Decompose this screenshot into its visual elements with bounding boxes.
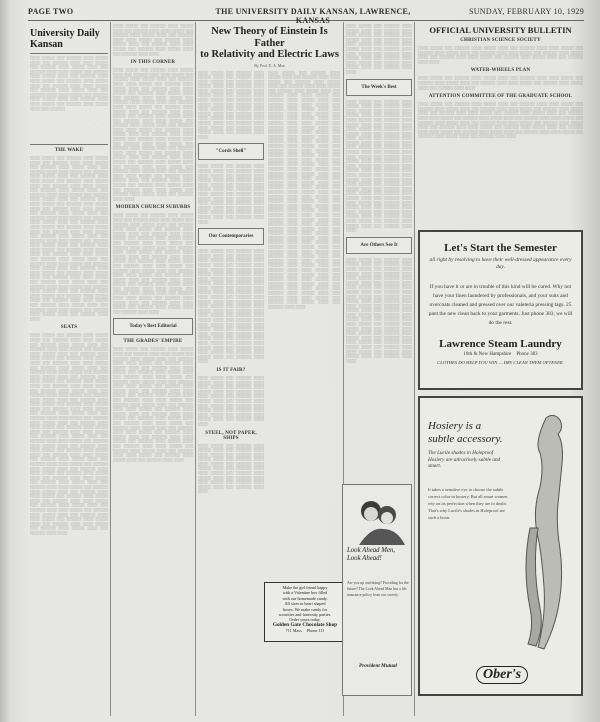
paper-title: University Daily Kansan [30, 28, 100, 50]
insurance-ad-title: Look Ahead Men, Look Ahead! [347, 547, 396, 562]
hosiery-ad-body: It takes a sensitive eye to choose the subtle correct color in hosiery. But all smart women rely on its perfection when they are in doubt. That's why Lucile's shades in Holeproof are such a boon. [428, 487, 508, 520]
editorial-box-title: Today's Best Editorial [129, 324, 177, 330]
weeks-best-box [346, 79, 412, 96]
contemporaries-title: Our Contemporaries [208, 234, 254, 240]
paper-header: THE UNIVERSITY DAILY KANSAN, LAWRENCE, KANSAS [215, 7, 411, 25]
laundry-ad-body: If you have it or are in trouble of this kind will be cured. Why not have your linen laundered by professionals, and your suits and overcoats cleaned and pressed over our valeteria pressing tags. 25 pant the new clean back to your garments. Just phone 383, we will do the rest. [428, 284, 573, 326]
insurance-ad-body: Are you up and doing? Providing for the future? The Look Ahead Man has a life insurance policy from our society. [347, 581, 409, 597]
others-see-title: Are Others See It [360, 242, 398, 248]
obers-logo: Ober's [476, 666, 528, 684]
article-text: ░░░░ ░░░░░ ░░░ ░░░░░░ ░░░░ ░░░░░ ░░░░ ░░░ ░░░░░░ ░░░░ ░░░░ ░░░░░ ░░░ ░░░░░░ ░░░░ ░░░░░ ░░░░ ░░░ ░░░░░░ ░░░░ ░░░░ ░░░░░ ░░░ ░░░░░░ ░░░░ ░░░░░ ░░░░ ░░░ ░░░░░░ ░░░░ ░░░░ ░░░░░ ░░░ ░░░░░░ ░░░░ ░░░░░ ░░░░ ░░░ ░░░░░░ ░░░░ ░░░░ ░░░░░ ░░░ ░░░░░░ ░░░░ ░░░░░ ░░░░ ░░░ ░░░░░░ ░░░░ ░░░░ ░░░░░ ░░░ ░░░░░░ ░░░░ ░░░░░ ░░░░ ░░░ ░░░░░░ ░░░░ ░░░░ ░░░░░ ░░░ ░░░░░░ ░░░░ ░░░░░ ░░░░ ░░░ ░░░░░░ ░░░░ ░░░░ ░░░░░ ░░░ ░░░░░░ ░░░░ ░░░░░ ░░░░ ░░░ ░░░░░░ ░░░░ ░░░░ ░░░░░ ░░░ ░░░░░░ ░░░░ ░░░░░ ░░░░ ░░░ ░░░░░░ ░░░░ ░░░░ ░░░░░ ░░░ ░░░░░░ ░░░░ ░░░░░ ░░░░ ░░░ ░░░░░░ ░░░░ ░░░░ ░░░░░ ░░░ ░░░░░░ ░░░░ ░░░░░ ░░░░ ░░░ ░░░░░░ ░░░░ ░░░░ ░░░░░ ░░░ ░░░░░░ ░░░░ ░░░░░ ░░░░ ░░░ ░░░░░░ ░░░░ ░░░░ ░░░░░ ░░░ ░░░░░░ ░░░░ ░░░░░ ░░░░ ░░░ ░░░░░░ ░░░░ ░░░░ ░░░░░ ░░░ ░░░░░░ ░░░░ ░░░░░ ░░░░ ░░░ ░░░░░░ ░░░░ ░░░░ ░░░░░ ░░░ ░░░░░░ ░░░░ ░░░░░ ░░░░ ░░░ ░░░░░░ ░░░░ ░░░░ ░░░░░ ░░░ ░░░░░░ ░░░░ ░░░░░ ░░░░ ░░░ ░░░░░░ ░░░░ ░░░░ ░░░░░ ░░░ ░░░░░░ ░░░░ ░░░░░ ░░░░ ░░░ ░░░░░░ ░░░░ ░░░░ ░░░░░ ░░░ ░░░░░░ ░░░░ ░░░░░ ░░░░ ░░░ ░░░░░░ ░░░░ ░░░░ ░░░░░ ░░░ ░░░░░░ ░░░░ ░░░░░ ░░░░ ░░░ ░░░░░░ ░░░░ ░░░░ ░░░░░ ░░░ ░░░░░░ ░░░░ ░░░░░ ░░░░ ░░░ ░░░░░░ ░░░░ ░░░░ ░░░░░ ░░░ ░░░░░░ ░░░░ ░░░░░ ░░░░ ░░░ ░░░░░░ ░░░░ ░░░░ [30, 156, 108, 321]
bulletin-subhead-3: ATTENTION COMMITTEE OF THE GRADUATE SCHOOL [428, 94, 573, 100]
laundry-ad-motto: CLOTHES DO HELP YOU WIN — DRY CLEAN THEM OFTENER. [437, 360, 564, 365]
section-head-church: MODERN CHURCH SUBURBS [115, 205, 191, 211]
cords-shell-title: "Cords Shell" [215, 149, 247, 155]
column-1 [30, 24, 108, 714]
column-rule [414, 22, 415, 716]
cords-shell-box [198, 143, 264, 160]
chocolate-ad-contact [267, 628, 343, 633]
date-header: SUNDAY, FEBRUARY 10, 1929 [468, 7, 584, 16]
hosiery-illustration [518, 408, 578, 658]
article-text: ░░░░ ░░░░░ ░░░ ░░░░░░ ░░░░ ░░░░░ ░░░░ ░░░ ░░░░░░ ░░░░ ░░░░ ░░░░░ ░░░ ░░░░░░ ░░░░ ░░░░░ ░░░░ ░░░ ░░░░░░ ░░░░ ░░░░ ░░░░░ ░░░ ░░░░░░ ░░░░ ░░░░░ ░░░░ ░░░ ░░░░░░ ░░░░ ░░░░ ░░░░░ ░░░ ░░░░░░ ░░░░ ░░░░░ ░░░░ ░░░ ░░░░░░ ░░░░ ░░░░ [113, 24, 193, 56]
chocolate-ad-phone: Phone 111 [306, 628, 325, 634]
laundry-ad-tagline: all right by resolving to have their well-dressed appearance every day. [429, 257, 572, 270]
byline: By Prof. E. A. Mur [254, 62, 285, 68]
article-text: ░░░░ ░░░░░ ░░░ ░░░░░░ ░░░░ ░░░░░ ░░░░ ░░░ ░░░░░░ ░░░░ ░░░░ ░░░░░ ░░░ ░░░░░░ ░░░░ ░░░░░ ░░░░ ░░░ ░░░░░░ ░░░░ ░░░░ ░░░░░ ░░░ ░░░░░░ ░░░░ ░░░░░ ░░░░ ░░░ ░░░░░░ ░░░░ ░░░░ ░░░░░ ░░░ ░░░░░░ ░░░░ ░░░░░ ░░░░ ░░░ ░░░░░░ ░░░░ ░░░░ ░░░░░ ░░░ ░░░░░░ ░░░░ ░░░░░ ░░░░ ░░░ ░░░░░░ ░░░░ ░░░░ ░░░░░ ░░░ ░░░░░░ ░░░░ ░░░░░ ░░░░ ░░░ ░░░░░░ ░░░░ ░░░░ ░░░░░ ░░░ ░░░░░░ ░░░░ ░░░░░ ░░░░ ░░░ ░░░░░░ ░░░░ ░░░░ ░░░░░ ░░░ ░░░░░░ ░░░░ ░░░░░ ░░░░ ░░░ ░░░░░░ ░░░░ ░░░░ ░░░░░ ░░░ ░░░░░░ ░░░░ ░░░░░ ░░░░ ░░░ ░░░░░░ ░░░░ ░░░░ ░░░░░ ░░░ ░░░░░░ ░░░░ ░░░░░ ░░░░ ░░░ ░░░░░░ ░░░░ ░░░░ ░░░░░ ░░░ ░░░░░░ ░░░░ ░░░░░ ░░░░ ░░░ ░░░░░░ ░░░░ ░░░░ ░░░░░ ░░░ ░░░░░░ ░░░░ ░░░░░ ░░░░ ░░░ ░░░░░░ ░░░░ ░░░░ ░░░░░ ░░░ ░░░░░░ ░░░░ ░░░░░ ░░░░ ░░░ ░░░░░░ ░░░░ ░░░░ ░░░░░ ░░░ ░░░░░░ ░░░░ ░░░░░ ░░░░ ░░░ ░░░░░░ ░░░░ ░░░░ ░░░░░ ░░░ ░░░░░░ ░░░░ ░░░░░ ░░░░ ░░░ ░░░░░░ ░░░░ ░░░░ [113, 347, 193, 462]
headline-einstein [198, 26, 341, 61]
chocolate-ad-line-1: Make the girl friend happy [282, 585, 328, 590]
article-text: ░░░░ ░░░░░ ░░░ ░░░░░░ ░░░░ ░░░░░ ░░░░ ░░░ ░░░░░░ ░░░░ ░░░░ ░░░░░ ░░░ ░░░░░░ ░░░░ ░░░░░ ░░░░ ░░░ ░░░░░░ ░░░░ ░░░░ ░░░░░ ░░░ ░░░░░░ ░░░░ ░░░░░ ░░░░ ░░░ ░░░░░░ ░░░░ ░░░░ [418, 76, 583, 90]
chocolate-ad-line-7: Order yours today. [289, 617, 321, 623]
insurance-ad [342, 484, 412, 696]
chocolate-ad-line-3: with our homemade candy. [282, 595, 328, 601]
bulletin-title: OFFICIAL UNIVERSITY BULLETIN [429, 25, 572, 35]
article-text: ░░░░ ░░░░░ ░░░ ░░░░░░ ░░░░ ░░░░░ ░░░░ ░░░ ░░░░░░ ░░░░ ░░░░ ░░░░░ ░░░ ░░░░░░ ░░░░ ░░░░░ ░░░░ ░░░ ░░░░░░ ░░░░ ░░░░ ░░░░░ ░░░ ░░░░░░ ░░░░ ░░░░░ ░░░░ ░░░ ░░░░░░ ░░░░ ░░░░ ░░░░░ ░░░ ░░░░░░ ░░░░ ░░░░░ ░░░░ ░░░ ░░░░░░ ░░░░ ░░░░ ░░░░░ ░░░ ░░░░░░ ░░░░ ░░░░░ ░░░░ ░░░ ░░░░░░ ░░░░ ░░░░ ░░░░░ ░░░ ░░░░░░ ░░░░ ░░░░░ ░░░░ ░░░ ░░░░░░ ░░░░ ░░░░ ░░░░░ ░░░ ░░░░░░ ░░░░ ░░░░░ ░░░░ ░░░ ░░░░░░ ░░░░ ░░░░ ░░░░░ ░░░ ░░░░░░ ░░░░ ░░░░░ ░░░░ ░░░ ░░░░░░ ░░░░ ░░░░ ░░░░░ ░░░ ░░░░░░ ░░░░ ░░░░░ ░░░░ ░░░ ░░░░░░ ░░░░ ░░░░ ░░░░░ ░░░ ░░░░░░ ░░░░ ░░░░░ ░░░░ ░░░ ░░░░░░ ░░░░ ░░░░ ░░░░░ ░░░ ░░░░░░ ░░░░ ░░░░░ ░░░░ ░░░ ░░░░░░ ░░░░ ░░░░ ░░░░░ ░░░ ░░░░░░ ░░░░ ░░░░░ ░░░░ ░░░ ░░░░░░ ░░░░ ░░░░ ░░░░░ ░░░ ░░░░░░ ░░░░ ░░░░░ ░░░░ ░░░ ░░░░░░ ░░░░ ░░░░ [113, 213, 193, 314]
headline-line-2: to Relativity and Electric Laws [200, 49, 339, 60]
section-head-grades: THE GRADES' EMPIRE [123, 339, 183, 345]
chocolate-ad-line-5: boxes. We make candy for [282, 606, 328, 612]
chocolate-ad-address: 711 Mass. [285, 628, 303, 634]
bulletin-subhead-1: CHRISTIAN SCIENCE SOCIETY [460, 38, 541, 43]
chocolate-ad-name: Golden Gate Chocolate Shop [272, 621, 338, 628]
hosiery-ad-subtitle: The Lucile shades in Holeproof Hosiery are attractively subtle and smart. [428, 450, 501, 470]
einstein-body [198, 71, 341, 499]
section-head-seats: SEATS [60, 325, 78, 331]
article-text: ░░░░ ░░░░░ ░░░ ░░░░░░ ░░░░ ░░░░░ ░░░░ ░░░ ░░░░░░ ░░░░ ░░░░ ░░░░░ ░░░ ░░░░░░ ░░░░ ░░░░░ ░░░░ ░░░ ░░░░░░ ░░░░ ░░░░ ░░░░░ ░░░ ░░░░░░ ░░░░ ░░░░░ ░░░░ ░░░ ░░░░░░ ░░░░ ░░░░ ░░░░░ ░░░ ░░░░░░ ░░░░ ░░░░░ ░░░░ ░░░ ░░░░░░ ░░░░ ░░░░ ░░░░░ ░░░ ░░░░░░ ░░░░ ░░░░░ ░░░░ ░░░ ░░░░░░ ░░░░ ░░░░ ░░░░░ ░░░ ░░░░░░ ░░░░ ░░░░░ ░░░░ ░░░ ░░░░░░ ░░░░ ░░░░ ░░░░░ ░░░ ░░░░░░ ░░░░ ░░░░░ ░░░░ ░░░ ░░░░░░ ░░░░ ░░░░ [198, 70, 264, 139]
couple-illustration [351, 489, 407, 545]
contemporaries-box [198, 228, 264, 245]
others-see-box [346, 237, 412, 254]
weeks-best-title: The Week's Best [361, 84, 397, 90]
article-text: ░░░░ ░░░░░ ░░░ ░░░░░░ ░░░░ ░░░░░ ░░░░ ░░░ ░░░░░░ ░░░░ ░░░░ ░░░░░ ░░░ ░░░░░░ ░░░░ ░░░░░ ░░░░ ░░░ ░░░░░░ ░░░░ ░░░░ ░░░░░ ░░░ ░░░░░░ ░░░░ ░░░░░ ░░░░ ░░░ ░░░░░░ ░░░░ ░░░░ ░░░░░ ░░░ ░░░░░░ ░░░░ ░░░░░ ░░░░ ░░░ ░░░░░░ ░░░░ ░░░░ ░░░░░ ░░░ ░░░░░░ ░░░░ ░░░░░ ░░░░ ░░░ ░░░░░░ ░░░░ ░░░░ ░░░░░ ░░░ ░░░░░░ ░░░░ ░░░░░ ░░░░ ░░░ ░░░░░░ ░░░░ ░░░░ ░░░░░ ░░░ ░░░░░░ ░░░░ ░░░░░ ░░░░ ░░░ ░░░░░░ ░░░░ ░░░░ ░░░░░ ░░░ ░░░░░░ ░░░░ ░░░░░ ░░░░ ░░░ ░░░░░░ ░░░░ ░░░░ ░░░░░ ░░░ ░░░░░░ ░░░░ ░░░░░ ░░░░ ░░░ ░░░░░░ ░░░░ ░░░░ ░░░░░ ░░░ ░░░░░░ ░░░░ ░░░░░ ░░░░ ░░░ ░░░░░░ ░░░░ ░░░░ ░░░░░ ░░░ ░░░░░░ ░░░░ ░░░░░ ░░░░ ░░░ ░░░░░░ ░░░░ ░░░░ [346, 257, 412, 363]
laundry-ad [418, 230, 583, 390]
page-number: PAGE TWO [28, 7, 74, 16]
laundry-ad-title: Let's Start the Semester [444, 242, 557, 254]
chocolate-shop-ad [264, 582, 346, 642]
article-text: ░░░░ ░░░░░ ░░░ ░░░░░░ ░░░░ ░░░░░ ░░░░ ░░░ ░░░░░░ ░░░░ ░░░░ ░░░░░ ░░░ ░░░░░░ ░░░░ ░░░░░ ░░░░ ░░░ ░░░░░░ ░░░░ ░░░░ ░░░░░ ░░░ ░░░░░░ ░░░░ ░░░░░ ░░░░ ░░░ ░░░░░░ ░░░░ ░░░░ ░░░░░ ░░░ ░░░░░░ ░░░░ ░░░░░ ░░░░ ░░░ ░░░░░░ ░░░░ ░░░░ ░░░░░ ░░░ ░░░░░░ ░░░░ ░░░░░ ░░░░ ░░░ ░░░░░░ ░░░░ ░░░░ ░░░░░ ░░░ ░░░░░░ ░░░░ ░░░░░ ░░░░ ░░░ ░░░░░░ ░░░░ ░░░░ ░░░░░ ░░░ ░░░░░░ ░░░░ ░░░░░ ░░░░ ░░░ ░░░░░░ ░░░░ ░░░░ ░░░░░ ░░░ ░░░░░░ ░░░░ ░░░░░ ░░░░ ░░░ ░░░░░░ ░░░░ ░░░░ ░░░░░ ░░░ ░░░░░░ ░░░░ ░░░░░ ░░░░ ░░░ ░░░░░░ ░░░░ ░░░░ ░░░░░ ░░░ ░░░░░░ ░░░░ ░░░░░ ░░░░ ░░░ ░░░░░░ ░░░░ ░░░░ ░░░░░ ░░░ ░░░░░░ ░░░░ ░░░░░ ░░░░ ░░░ ░░░░░░ ░░░░ ░░░░ ░░░░░ ░░░ ░░░░░░ ░░░░ ░░░░░ ░░░░ ░░░ ░░░░░░ ░░░░ ░░░░ ░░░░░ ░░░ ░░░░░░ ░░░░ ░░░░░ ░░░░ ░░░ ░░░░░░ ░░░░ ░░░░ ░░░░░ ░░░ ░░░░░░ ░░░░ ░░░░░ ░░░░ ░░░ ░░░░░░ ░░░░ ░░░░ ░░░░░ ░░░ ░░░░░░ ░░░░ ░░░░░ ░░░░ ░░░ ░░░░░░ ░░░░ ░░░░ ░░░░░ ░░░ ░░░░░░ ░░░░ ░░░░░ ░░░░ ░░░ ░░░░░░ ░░░░ ░░░░ ░░░░░ ░░░ ░░░░░░ ░░░░ ░░░░░ ░░░░ ░░░ ░░░░░░ ░░░░ ░░░░ ░░░░░ ░░░ ░░░░░░ ░░░░ ░░░░░ ░░░░ ░░░ ░░░░░░ ░░░░ ░░░░ ░░░░░ ░░░ ░░░░░░ ░░░░ ░░░░░ ░░░░ ░░░ ░░░░░░ ░░░░ ░░░░ ░░░░░ ░░░ ░░░░░░ ░░░░ ░░░░░ ░░░░ ░░░ ░░░░░░ ░░░░ ░░░░ ░░░░░ ░░░ ░░░░░░ ░░░░ ░░░░░ ░░░░ ░░░ ░░░░░░ ░░░░ ░░░░ ░░░░░ ░░░ ░░░░░░ ░░░░ ░░░░░ ░░░░ ░░░ ░░░░░░ ░░░░ ░░░░ ░░░░░ ░░░ ░░░░░░ ░░░░ ░░░░░ ░░░░ ░░░ ░░░░░░ ░░░░ ░░░░ ░░░░░ ░░░ ░░░░░░ ░░░░ ░░░░░ ░░░░ ░░░ ░░░░░░ ░░░░ ░░░░ ░░░░░ ░░░ ░░░░░░ ░░░░ ░░░░░ ░░░░ ░░░ ░░░░░░ ░░░░ ░░░░ ░░░░░ ░░░ ░░░░░░ ░░░░ ░░░░░ ░░░░ ░░░ ░░░░░░ ░░░░ ░░░░ [268, 70, 340, 309]
masthead [28, 4, 584, 25]
staff-box: ░░░░ ░░░░░ ░░░ ░░░░░░ ░░░░ ░░░░░ ░░░░ ░░░ ░░░░░░ ░░░░ ░░░░ ░░░░░ ░░░ ░░░░░░ ░░░░ ░░░░░ ░░░░ ░░░ ░░░░░░ ░░░░ ░░░░ ░░░░░ ░░░ ░░░░░░ ░░░░ ░░░░░ ░░░░ ░░░ ░░░░░░ ░░░░ ░░░░ ░░░░░ ░░░ ░░░░░░ ░░░░ ░░░░░ ░░░░ ░░░ ░░░░░░ ░░░░ ░░░░ ░░░░░ ░░░ ░░░░░░ ░░░░ ░░░░░ ░░░░ ░░░ ░░░░░░ ░░░░ ░░░░ ░░░░░ ░░░ ░░░░░░ ░░░░ ░░░░░ ░░░░ ░░░ ░░░░░░ ░░░░ ░░░░ ░░░░░ ░░░ ░░░░░░ ░░░░ ░░░░░ ░░░░ ░░░ ░░░░░░ [30, 53, 108, 145]
hosiery-ad [418, 396, 583, 696]
section-head-steel: STEEL, NOT PAPER, SHIPS [205, 430, 257, 441]
column-2 [113, 24, 193, 714]
article-text: ░░░░ ░░░░░ ░░░ ░░░░░░ ░░░░ ░░░░░ ░░░░ ░░░ ░░░░░░ ░░░░ ░░░░ ░░░░░ ░░░ ░░░░░░ ░░░░ ░░░░░ ░░░░ ░░░ ░░░░░░ ░░░░ ░░░░ ░░░░░ ░░░ ░░░░░░ ░░░░ ░░░░░ ░░░░ ░░░ ░░░░░░ ░░░░ ░░░░ ░░░░░ ░░░ ░░░░░░ ░░░░ ░░░░░ ░░░░ ░░░ ░░░░░░ ░░░░ ░░░░ ░░░░░ ░░░ ░░░░░░ ░░░░ ░░░░░ ░░░░ ░░░ ░░░░░░ ░░░░ ░░░░ ░░░░░ ░░░ ░░░░░░ ░░░░ ░░░░░ ░░░░ ░░░ ░░░░░░ ░░░░ ░░░░ ░░░░░ ░░░ ░░░░░░ ░░░░ ░░░░░ ░░░░ ░░░ ░░░░░░ ░░░░ ░░░░ ░░░░░ ░░░ ░░░░░░ ░░░░ ░░░░░ ░░░░ ░░░ ░░░░░░ ░░░░ ░░░░ ░░░░░ ░░░ ░░░░░░ ░░░░ ░░░░░ ░░░░ ░░░ ░░░░░░ ░░░░ ░░░░ ░░░░░ ░░░ ░░░░░░ ░░░░ ░░░░░ ░░░░ ░░░ ░░░░░░ ░░░░ ░░░░ ░░░░░ ░░░ ░░░░░░ ░░░░ ░░░░░ ░░░░ ░░░ ░░░░░░ ░░░░ ░░░░ ░░░░░ ░░░ ░░░░░░ ░░░░ ░░░░░ ░░░░ ░░░ ░░░░░░ ░░░░ ░░░░ ░░░░░ ░░░ ░░░░░░ ░░░░ ░░░░░ ░░░░ ░░░ ░░░░░░ ░░░░ ░░░░ ░░░░░ ░░░ ░░░░░░ ░░░░ ░░░░░ ░░░░ ░░░ ░░░░░░ ░░░░ ░░░░ ░░░░░ ░░░ ░░░░░░ ░░░░ ░░░░░ ░░░░ ░░░ ░░░░░░ ░░░░ ░░░░ ░░░░░ ░░░ ░░░░░░ ░░░░ ░░░░░ ░░░░ ░░░ ░░░░░░ ░░░░ ░░░░ ░░░░░ ░░░ ░░░░░░ ░░░░ ░░░░░ ░░░░ ░░░ ░░░░░░ ░░░░ ░░░░ [113, 68, 193, 201]
insurance-ad-company: Provident Mutual [359, 663, 397, 669]
column-rule [110, 22, 111, 716]
article-text: ░░░░ ░░░░░ ░░░ ░░░░░░ ░░░░ ░░░░░ ░░░░ ░░░ ░░░░░░ ░░░░ ░░░░ ░░░░░ ░░░ ░░░░░░ ░░░░ ░░░░░ ░░░░ ░░░ ░░░░░░ ░░░░ ░░░░ ░░░░░ ░░░ ░░░░░░ ░░░░ ░░░░░ ░░░░ ░░░ ░░░░░░ ░░░░ ░░░░ ░░░░░ ░░░ ░░░░░░ ░░░░ ░░░░░ ░░░░ ░░░ ░░░░░░ ░░░░ ░░░░ ░░░░░ ░░░ ░░░░░░ ░░░░ ░░░░░ ░░░░ ░░░ ░░░░░░ ░░░░ ░░░░ ░░░░░ ░░░ ░░░░░░ ░░░░ ░░░░░ ░░░░ ░░░ ░░░░░░ ░░░░ ░░░░ ░░░░░ ░░░ ░░░░░░ ░░░░ ░░░░░ ░░░░ ░░░ ░░░░░░ ░░░░ ░░░░ ░░░░░ ░░░ ░░░░░░ ░░░░ ░░░░░ ░░░░ ░░░ ░░░░░░ ░░░░ ░░░░ ░░░░░ ░░░ ░░░░░░ ░░░░ ░░░░░ ░░░░ ░░░ ░░░░░░ ░░░░ ░░░░ ░░░░░ ░░░ ░░░░░░ ░░░░ ░░░░░ ░░░░ ░░░ ░░░░░░ ░░░░ ░░░░ ░░░░░ ░░░ ░░░░░░ ░░░░ ░░░░░ ░░░░ ░░░ ░░░░░░ ░░░░ ░░░░ ░░░░░ ░░░ ░░░░░░ ░░░░ ░░░░░ ░░░░ ░░░ ░░░░░░ ░░░░ ░░░░ ░░░░░ ░░░ ░░░░░░ ░░░░ ░░░░░ ░░░░ ░░░ ░░░░░░ ░░░░ ░░░░ ░░░░░ ░░░ ░░░░░░ ░░░░ ░░░░░ ░░░░ ░░░ ░░░░░░ ░░░░ ░░░░ [346, 99, 412, 233]
chocolate-ad-line-6: sororities and fraternity parties. [278, 612, 332, 618]
chocolate-ad-line-4: All sizes in heart shaped [284, 601, 326, 607]
article-text: ░░░░ ░░░░░ ░░░ ░░░░░░ ░░░░ ░░░░░ ░░░░ ░░░ ░░░░░░ ░░░░ ░░░░ ░░░░░ ░░░ ░░░░░░ ░░░░ ░░░░░ ░░░░ ░░░ ░░░░░░ ░░░░ ░░░░ ░░░░░ ░░░ ░░░░░░ ░░░░ ░░░░░ ░░░░ ░░░ ░░░░░░ ░░░░ ░░░░ ░░░░░ ░░░ ░░░░░░ ░░░░ ░░░░░ ░░░░ ░░░ ░░░░░░ ░░░░ ░░░░ ░░░░░ ░░░ ░░░░░░ ░░░░ ░░░░░ ░░░░ ░░░ ░░░░░░ ░░░░ ░░░░ ░░░░░ ░░░ ░░░░░░ ░░░░ ░░░░░ ░░░░ ░░░ ░░░░░░ ░░░░ ░░░░ [198, 164, 264, 224]
bulletin-column [418, 24, 583, 228]
section-head-wake: THE WAKE [54, 148, 84, 153]
article-text: ░░░░ ░░░░░ ░░░ ░░░░░░ ░░░░ ░░░░░ ░░░░ ░░░ ░░░░░░ ░░░░ ░░░░ ░░░░░ ░░░ ░░░░░░ ░░░░ ░░░░░ ░░░░ ░░░ ░░░░░░ ░░░░ ░░░░ ░░░░░ ░░░ ░░░░░░ ░░░░ ░░░░░ ░░░░ ░░░ ░░░░░░ ░░░░ ░░░░ ░░░░░ ░░░ ░░░░░░ ░░░░ ░░░░░ ░░░░ ░░░ ░░░░░░ ░░░░ ░░░░ [418, 46, 583, 64]
article-text: ░░░░ ░░░░░ ░░░ ░░░░░░ ░░░░ ░░░░░ ░░░░ ░░░ ░░░░░░ ░░░░ ░░░░ ░░░░░ ░░░ ░░░░░░ ░░░░ ░░░░░ ░░░░ ░░░ ░░░░░░ ░░░░ ░░░░ ░░░░░ ░░░ ░░░░░░ ░░░░ ░░░░░ ░░░░ ░░░ ░░░░░░ ░░░░ ░░░░ ░░░░░ ░░░ ░░░░░░ ░░░░ ░░░░░ ░░░░ ░░░ ░░░░░░ ░░░░ ░░░░ ░░░░░ ░░░ ░░░░░░ ░░░░ ░░░░░ ░░░░ ░░░ ░░░░░░ ░░░░ ░░░░ [198, 375, 264, 426]
headline-line-1: New Theory of Einstein Is Father [211, 26, 328, 49]
laundry-ad-address: 10th & New Hampshire [463, 352, 512, 357]
hosiery-ad-title: Hosiery is a subtle accessory. [428, 420, 503, 445]
section-head-corner: IN THIS CORNER [130, 60, 176, 66]
article-text: ░░░░ ░░░░░ ░░░ ░░░░░░ ░░░░ ░░░░░ ░░░░ ░░░ ░░░░░░ ░░░░ ░░░░ ░░░░░ ░░░ ░░░░░░ ░░░░ ░░░░░ ░░░░ ░░░ ░░░░░░ ░░░░ ░░░░ ░░░░░ ░░░ ░░░░░░ ░░░░ ░░░░░ ░░░░ ░░░ ░░░░░░ ░░░░ ░░░░ ░░░░░ ░░░ ░░░░░░ ░░░░ ░░░░░ ░░░░ ░░░ ░░░░░░ ░░░░ ░░░░ ░░░░░ ░░░ ░░░░░░ ░░░░ ░░░░░ ░░░░ ░░░ ░░░░░░ ░░░░ ░░░░ ░░░░░ ░░░ ░░░░░░ ░░░░ ░░░░░ ░░░░ ░░░ ░░░░░░ ░░░░ ░░░░ ░░░░░ ░░░ ░░░░░░ ░░░░ ░░░░░ ░░░░ ░░░ ░░░░░░ ░░░░ ░░░░ ░░░░░ ░░░ ░░░░░░ ░░░░ ░░░░░ ░░░░ ░░░ ░░░░░░ ░░░░ ░░░░ ░░░░░ ░░░ ░░░░░░ ░░░░ ░░░░░ ░░░░ ░░░ ░░░░░░ ░░░░ ░░░░ ░░░░░ ░░░ ░░░░░░ ░░░░ ░░░░░ ░░░░ ░░░ ░░░░░░ ░░░░ ░░░░ ░░░░░ ░░░ ░░░░░░ ░░░░ ░░░░░ ░░░░ ░░░ ░░░░░░ ░░░░ ░░░░ ░░░░░ ░░░ ░░░░░░ ░░░░ ░░░░░ ░░░░ ░░░ ░░░░░░ ░░░░ ░░░░ ░░░░░ ░░░ ░░░░░░ ░░░░ ░░░░░ ░░░░ ░░░ ░░░░░░ ░░░░ ░░░░ ░░░░░ ░░░ ░░░░░░ ░░░░ ░░░░░ ░░░░ ░░░ ░░░░░░ ░░░░ ░░░░ ░░░░░ ░░░ ░░░░░░ ░░░░ ░░░░░ ░░░░ ░░░ ░░░░░░ ░░░░ ░░░░ ░░░░░ ░░░ ░░░░░░ ░░░░ ░░░░░ ░░░░ ░░░ ░░░░░░ ░░░░ ░░░░ ░░░░░ ░░░ ░░░░░░ ░░░░ ░░░░░ ░░░░ ░░░ ░░░░░░ ░░░░ ░░░░ ░░░░░ ░░░ ░░░░░░ ░░░░ ░░░░░ ░░░░ ░░░ ░░░░░░ ░░░░ ░░░░ ░░░░░ ░░░ ░░░░░░ ░░░░ ░░░░░ ░░░░ ░░░ ░░░░░░ ░░░░ ░░░░ ░░░░░ ░░░ ░░░░░░ ░░░░ ░░░░░ ░░░░ ░░░ ░░░░░░ ░░░░ ░░░░ ░░░░░ ░░░ ░░░░░░ ░░░░ ░░░░░ ░░░░ ░░░ ░░░░░░ ░░░░ ░░░░ ░░░░░ ░░░ ░░░░░░ ░░░░ ░░░░░ ░░░░ ░░░ ░░░░░░ ░░░░ ░░░░ ░░░░░ ░░░ ░░░░░░ ░░░░ ░░░░░ ░░░░ ░░░ ░░░░░░ ░░░░ ░░░░ ░░░░░ ░░░ ░░░░░░ ░░░░ ░░░░░ ░░░░ ░░░ ░░░░░░ ░░░░ ░░░░ ░░░░░ ░░░ ░░░░░░ ░░░░ ░░░░░ ░░░░ ░░░ ░░░░░░ ░░░░ ░░░░ ░░░░░ ░░░ ░░░░░░ ░░░░ ░░░░░ ░░░░ ░░░ ░░░░░░ ░░░░ ░░░░ [30, 333, 108, 535]
article-text: ░░░░ ░░░░░ ░░░ ░░░░░░ ░░░░ ░░░░░ ░░░░ ░░░ ░░░░░░ ░░░░ ░░░░ ░░░░░ ░░░ ░░░░░░ ░░░░ ░░░░░ ░░░░ ░░░ ░░░░░░ ░░░░ ░░░░ ░░░░░ ░░░ ░░░░░░ ░░░░ ░░░░░ ░░░░ ░░░ ░░░░░░ ░░░░ ░░░░ ░░░░░ ░░░ ░░░░░░ ░░░░ ░░░░░ ░░░░ ░░░ ░░░░░░ ░░░░ ░░░░ ░░░░░ ░░░ ░░░░░░ ░░░░ ░░░░░ ░░░░ ░░░ ░░░░░░ ░░░░ ░░░░ ░░░░░ ░░░ ░░░░░░ ░░░░ ░░░░░ ░░░░ ░░░ ░░░░░░ ░░░░ ░░░░ ░░░░░ ░░░ ░░░░░░ ░░░░ ░░░░░ ░░░░ ░░░ ░░░░░░ ░░░░ ░░░░ ░░░░░ ░░░ ░░░░░░ ░░░░ ░░░░░ ░░░░ ░░░ ░░░░░░ ░░░░ ░░░░ ░░░░░ ░░░ ░░░░░░ ░░░░ ░░░░░ ░░░░ ░░░ ░░░░░░ ░░░░ ░░░░ ░░░░░ ░░░ ░░░░░░ ░░░░ ░░░░░ ░░░░ ░░░ ░░░░░░ ░░░░ ░░░░ ░░░░░ ░░░ ░░░░░░ ░░░░ ░░░░░ ░░░░ ░░░ ░░░░░░ ░░░░ ░░░░ ░░░░░ ░░░ ░░░░░░ ░░░░ ░░░░░ ░░░░ ░░░ ░░░░░░ ░░░░ ░░░░ [198, 249, 264, 364]
laundry-ad-name: Lawrence Steam Laundry [439, 338, 562, 350]
section-head-fair: IS IT FAIR? [216, 367, 246, 373]
laundry-ad-contact [426, 352, 575, 357]
editorial-box [113, 318, 193, 335]
laundry-ad-phone: Phone 383 [516, 352, 538, 357]
article-text: ░░░░ ░░░░░ ░░░ ░░░░░░ ░░░░ ░░░░░ ░░░░ ░░░ ░░░░░░ ░░░░ ░░░░ ░░░░░ ░░░ ░░░░░░ ░░░░ ░░░░░ ░░░░ ░░░ ░░░░░░ ░░░░ ░░░░ ░░░░░ ░░░ ░░░░░░ ░░░░ ░░░░░ ░░░░ ░░░ ░░░░░░ ░░░░ ░░░░ ░░░░░ ░░░ ░░░░░░ ░░░░ ░░░░░ ░░░░ ░░░ ░░░░░░ ░░░░ ░░░░ ░░░░░ ░░░ ░░░░░░ ░░░░ ░░░░░ ░░░░ ░░░ ░░░░░░ ░░░░ ░░░░ [198, 443, 264, 494]
article-text: ░░░░ ░░░░░ ░░░ ░░░░░░ ░░░░ ░░░░░ ░░░░ ░░░ ░░░░░░ ░░░░ ░░░░ ░░░░░ ░░░ ░░░░░░ ░░░░ ░░░░░ ░░░░ ░░░ ░░░░░░ ░░░░ ░░░░ ░░░░░ ░░░ ░░░░░░ ░░░░ ░░░░░ ░░░░ ░░░ ░░░░░░ ░░░░ ░░░░ ░░░░░ ░░░ ░░░░░░ ░░░░ ░░░░░ ░░░░ ░░░ ░░░░░░ ░░░░ ░░░░ ░░░░░ ░░░ ░░░░░░ ░░░░ ░░░░░ ░░░░ ░░░ ░░░░░░ ░░░░ ░░░░ [346, 24, 412, 74]
column-rule [195, 22, 196, 716]
bulletin-subhead-2: WATER-WHEELS PLAN [470, 68, 531, 74]
chocolate-ad-line-2: with a Valentine box filled [282, 590, 328, 596]
article-text: ░░░░ ░░░░░ ░░░ ░░░░░░ ░░░░ ░░░░░ ░░░░ ░░░ ░░░░░░ ░░░░ ░░░░ ░░░░░ ░░░ ░░░░░░ ░░░░ ░░░░░ ░░░░ ░░░ ░░░░░░ ░░░░ ░░░░ ░░░░░ ░░░ ░░░░░░ ░░░░ ░░░░░ ░░░░ ░░░ ░░░░░░ ░░░░ ░░░░ ░░░░░ ░░░ ░░░░░░ ░░░░ ░░░░░ ░░░░ ░░░ ░░░░░░ ░░░░ ░░░░ ░░░░░ ░░░ ░░░░░░ ░░░░ ░░░░░ ░░░░ ░░░ ░░░░░░ ░░░░ ░░░░ ░░░░░ ░░░ ░░░░░░ ░░░░ ░░░░░ ░░░░ ░░░ ░░░░░░ ░░░░ ░░░░ ░░░░░ ░░░ ░░░░░░ ░░░░ ░░░░░ ░░░░ ░░░ ░░░░░░ ░░░░ ░░░░ ░░░░░ ░░░ ░░░░░░ ░░░░ ░░░░░ ░░░░ ░░░ ░░░░░░ ░░░░ ░░░░ ░░░░░ ░░░ ░░░░░░ ░░░░ ░░░░░ ░░░░ ░░░ ░░░░░░ ░░░░ ░░░░ ░░░░░ ░░░ ░░░░░░ ░░░░ ░░░░░ ░░░░ ░░░ ░░░░░░ ░░░░ ░░░░ [418, 102, 583, 139]
